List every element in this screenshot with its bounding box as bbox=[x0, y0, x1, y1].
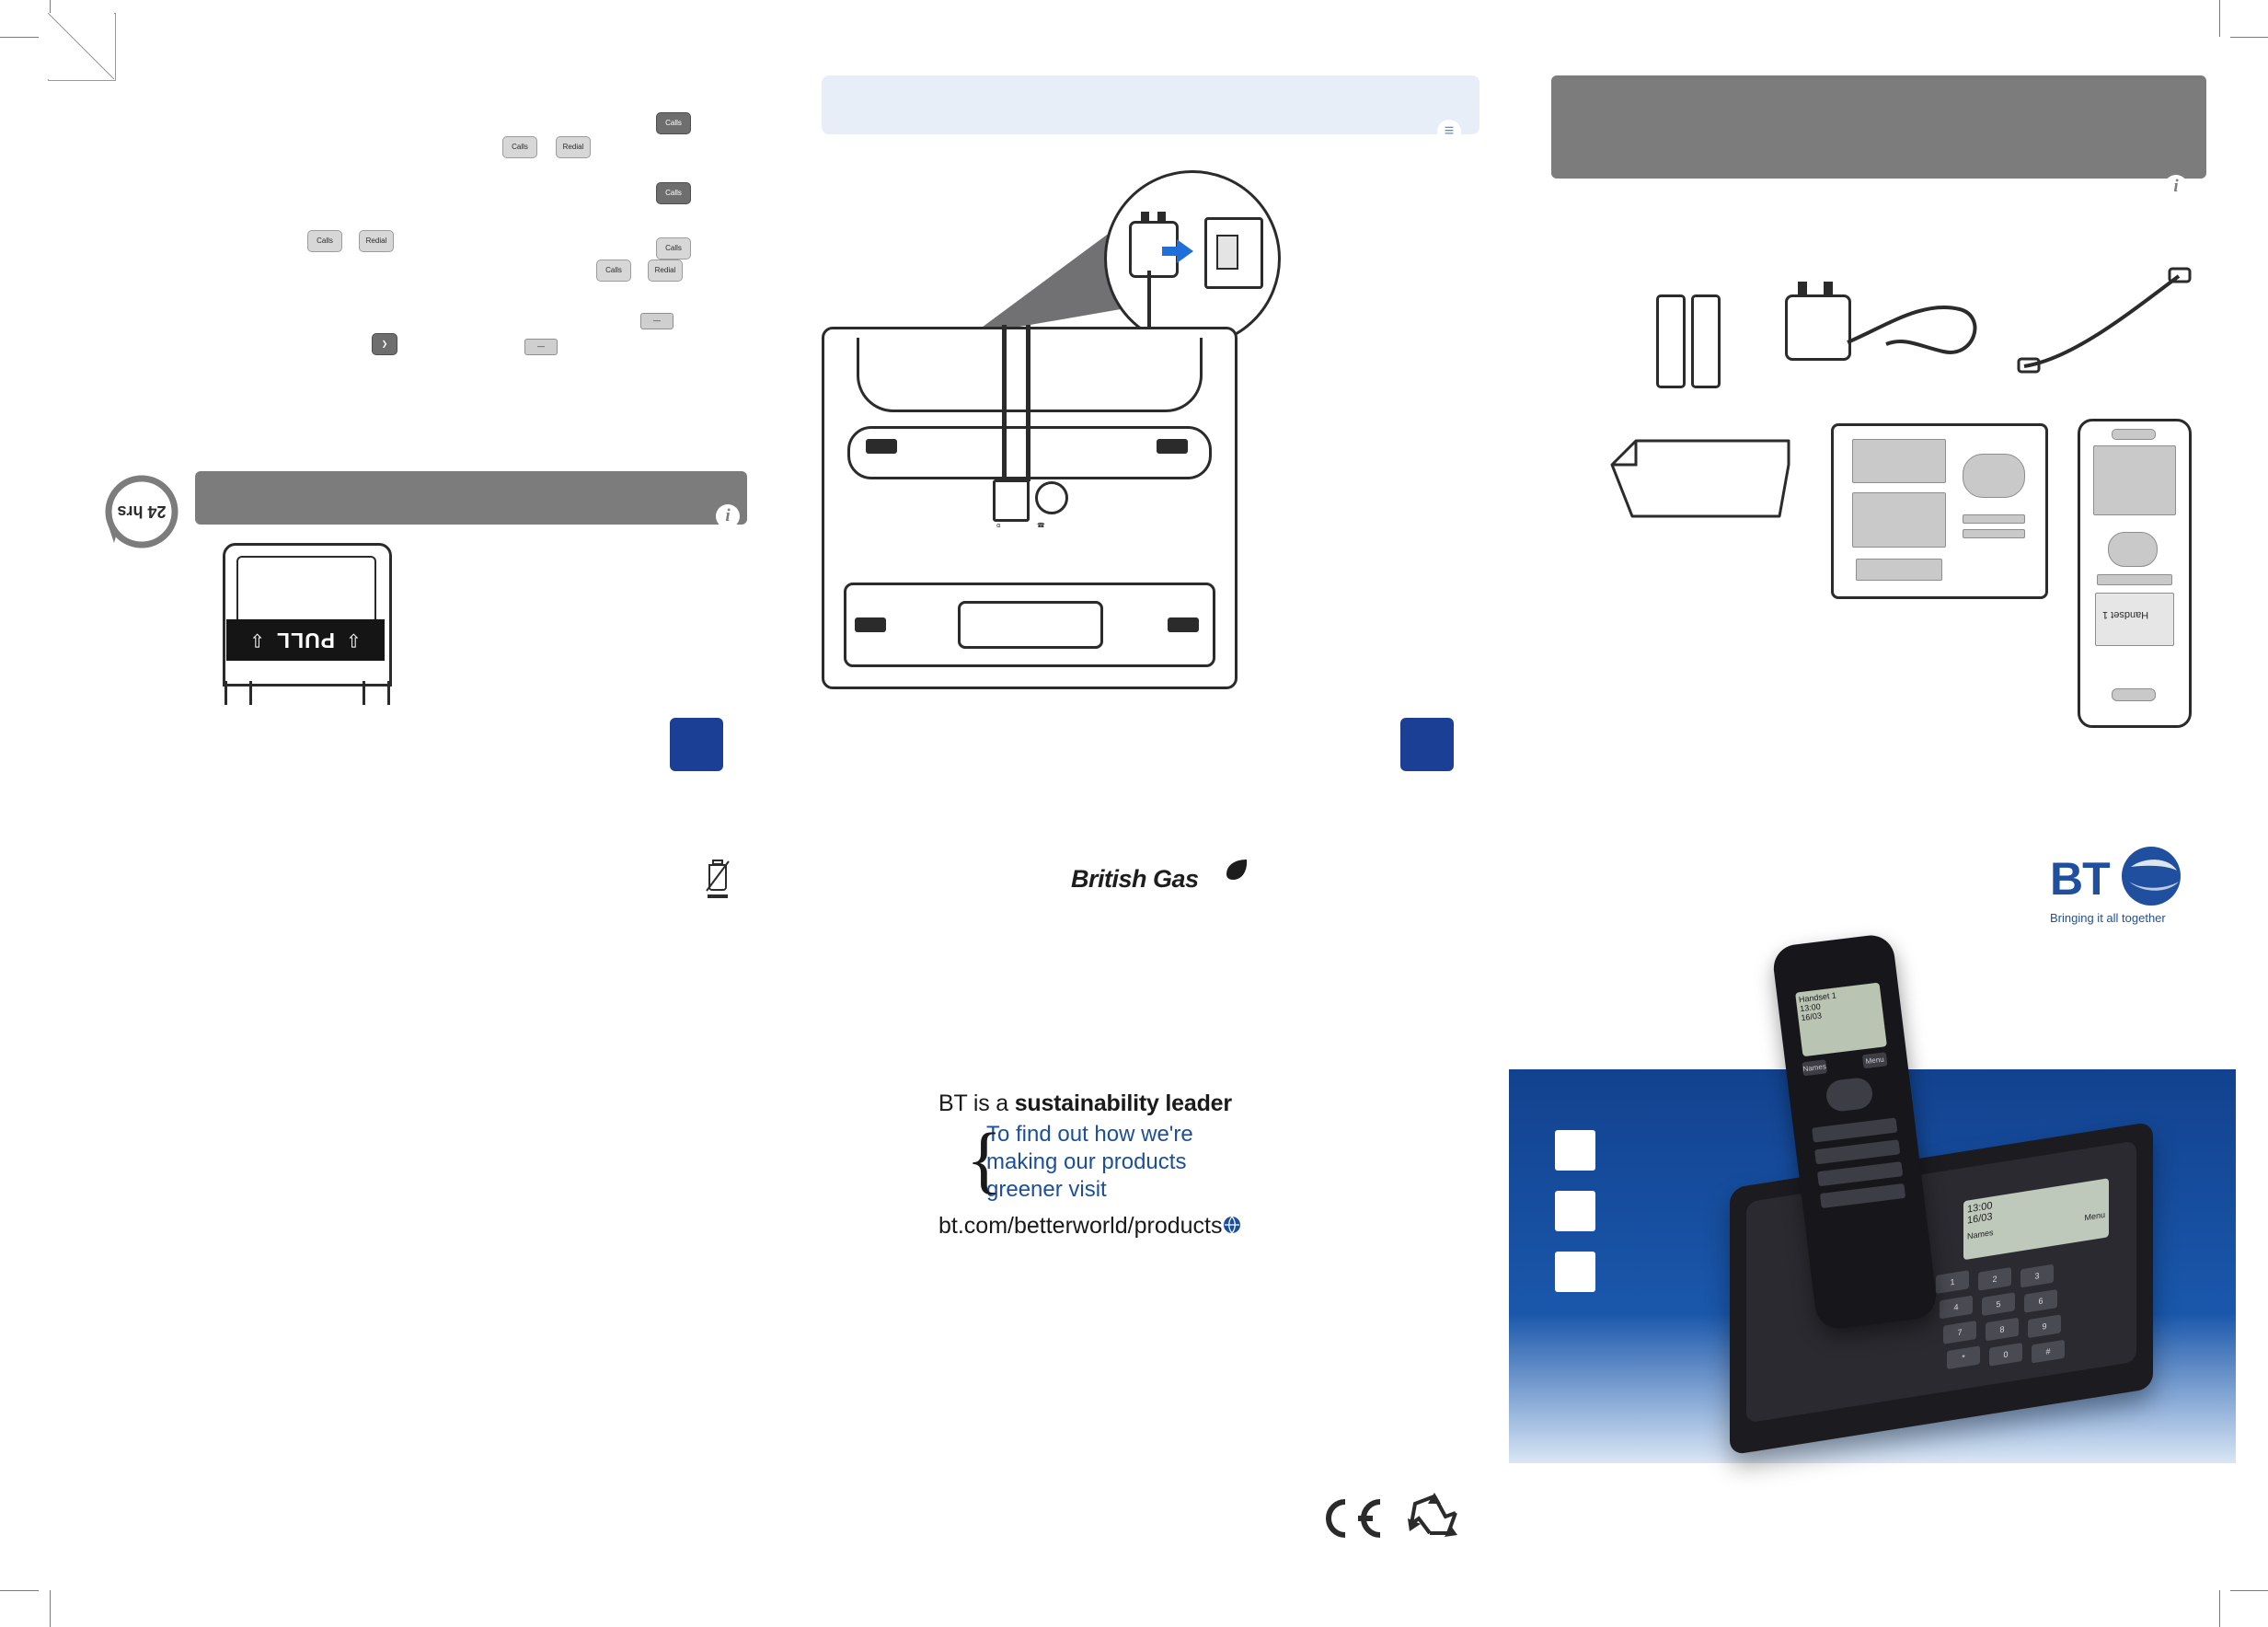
sustainability-url[interactable] bbox=[938, 1213, 1371, 1240]
pull-arrow-right-icon: ⇩ bbox=[249, 629, 265, 650]
magnifier-circle bbox=[1104, 170, 1281, 347]
keycap-redial-icon-1: Redial bbox=[556, 136, 591, 158]
base-key-block-keypad bbox=[1852, 492, 1946, 548]
handset-keypad-photo-1 bbox=[1812, 1117, 1897, 1142]
recycle-symbol-icon bbox=[1402, 1491, 1467, 1542]
base-keypad-key: # bbox=[2032, 1340, 2065, 1364]
keycap-calls-icon-4: Calls bbox=[307, 230, 342, 252]
power-adapter-pin-2 bbox=[1824, 282, 1833, 294]
crop-mark-bottom-left-h bbox=[0, 1590, 39, 1591]
handset-soft-key-row bbox=[2097, 574, 2172, 585]
middle-blue-banner bbox=[822, 75, 1479, 134]
base-rear-label bbox=[958, 601, 1103, 649]
base-keypad-key: 1 bbox=[1936, 1270, 1969, 1294]
power-adapter-pin-1 bbox=[1798, 282, 1807, 294]
crop-mark-bottom-left-v bbox=[50, 1590, 51, 1627]
keycap-calls-icon-5: Calls bbox=[656, 237, 691, 260]
product-photo-base-keypad bbox=[1936, 1246, 2120, 1386]
keycap-calls-icon-3: Calls bbox=[656, 182, 691, 204]
base-speaker-grille bbox=[1856, 559, 1942, 581]
handset-earpiece bbox=[2112, 429, 2156, 440]
product-photo-handset-screen bbox=[1795, 983, 1887, 1057]
bt-logo bbox=[2050, 845, 2234, 928]
batteries-illustration bbox=[1656, 294, 1730, 396]
right-grey-banner bbox=[1551, 75, 2206, 179]
handset-keypad-photo-2 bbox=[1814, 1139, 1900, 1164]
24hrs-clock-badge bbox=[99, 469, 184, 554]
keycap-dash-icon-1: — bbox=[640, 313, 673, 329]
british-gas-leaf-icon bbox=[1225, 858, 1249, 882]
plug-pin-bottom bbox=[1157, 212, 1166, 224]
base-keypad-key: 9 bbox=[2028, 1314, 2061, 1338]
left-banner-info-icon: i bbox=[716, 504, 740, 528]
ce-mark-icon bbox=[1318, 1498, 1384, 1539]
base-line-button-2 bbox=[1963, 529, 2025, 538]
middle-banner-info-icon: ≡ bbox=[1437, 120, 1461, 144]
base-screen-softkey-left: Names bbox=[1967, 1228, 1994, 1241]
sustainability-title-lead: BT is a bbox=[938, 1090, 1015, 1116]
base-keypad-key: 7 bbox=[1943, 1321, 1976, 1344]
magnifier-pointer bbox=[966, 219, 1122, 339]
base-foot-pad-left bbox=[855, 617, 886, 632]
british-gas-logo: British Gas bbox=[1071, 865, 1199, 893]
base-foot-pad-right bbox=[1168, 617, 1199, 632]
power-adapter-illustration bbox=[1785, 294, 1987, 396]
base-keypad-key: 4 bbox=[1940, 1296, 1973, 1320]
handset-bottom-button bbox=[2112, 688, 2156, 701]
weee-crossed-bin-icon bbox=[701, 856, 734, 900]
tick-box-3 bbox=[1555, 1252, 1595, 1292]
base-screen-line-1: 13:00 bbox=[1967, 1200, 1993, 1216]
battery-1 bbox=[1656, 294, 1686, 388]
crop-mark-top-right-h bbox=[2230, 37, 2268, 38]
base-screen-line-2: 16/03 bbox=[1967, 1211, 1993, 1227]
base-pad-right bbox=[1157, 439, 1188, 454]
base-keypad-key: 6 bbox=[2024, 1289, 2057, 1313]
base-keypad-key: 5 bbox=[1982, 1292, 2015, 1316]
feature-tick-boxes bbox=[1555, 1130, 1595, 1312]
pull-tab-label: PULL bbox=[275, 629, 336, 652]
sustainability-title-bold: sustainability leader bbox=[1014, 1090, 1232, 1116]
base-keypad-key: 8 bbox=[1986, 1318, 2019, 1342]
wall-socket-switch bbox=[1216, 235, 1238, 270]
right-banner-info-icon: i bbox=[2164, 175, 2188, 199]
keycap-redial-icon-3: Redial bbox=[648, 260, 683, 282]
sustainability-block bbox=[938, 1090, 1371, 1240]
handset-bottom-edge bbox=[224, 681, 390, 705]
page-corner-fold bbox=[48, 13, 116, 81]
crop-mark-top-right-v bbox=[2219, 0, 2220, 37]
sustainability-body bbox=[986, 1121, 1371, 1204]
tick-box-1 bbox=[1555, 1130, 1595, 1171]
handset-keypad-photo-4 bbox=[1820, 1183, 1905, 1208]
base-line-socket bbox=[1035, 481, 1068, 514]
handset-nav-pad bbox=[2108, 532, 2158, 567]
svg-text:24 hrs: 24 hrs bbox=[117, 502, 167, 521]
base-keypad-key: 0 bbox=[1989, 1343, 2022, 1367]
base-stand-illustration bbox=[1608, 428, 1792, 520]
product-photo-phone bbox=[1656, 939, 2227, 1472]
product-photo-base-unit bbox=[1730, 1122, 2153, 1456]
plug-cable bbox=[1147, 271, 1151, 328]
handset-softkey-left: Names bbox=[1802, 1059, 1827, 1076]
sustainability-line-2: making our products bbox=[986, 1149, 1187, 1174]
handset-top-view-illustration bbox=[2078, 419, 2192, 728]
sustainability-line-3: greener visit bbox=[986, 1177, 1107, 1202]
keycap-dash-icon-2: — bbox=[524, 339, 558, 355]
handset-nav-pad-photo bbox=[1825, 1077, 1874, 1114]
keycap-redial-icon-2: Redial bbox=[359, 230, 394, 252]
tick-box-2 bbox=[1555, 1191, 1595, 1231]
handset-keypad-photo-3 bbox=[1817, 1161, 1903, 1186]
left-grey-banner bbox=[195, 471, 747, 525]
keycap-calls-icon-6: Calls bbox=[596, 260, 631, 282]
keycap-calls-icon-1: Calls bbox=[656, 112, 691, 134]
base-pad-left bbox=[866, 439, 897, 454]
power-adapter-cable bbox=[1785, 294, 1987, 396]
battery-2 bbox=[1691, 294, 1721, 388]
base-cable-vertical-1 bbox=[1002, 325, 1007, 479]
sustainability-line-1: To find out how we're bbox=[986, 1122, 1193, 1147]
wall-socket-illustration bbox=[1204, 217, 1263, 289]
handset-screen-line-2: 13:00 bbox=[1799, 1001, 1822, 1014]
base-keypad-key: * bbox=[1947, 1345, 1980, 1369]
telephone-line-cord-illustration bbox=[2017, 267, 2192, 387]
step-number-box-middle bbox=[1400, 718, 1454, 771]
handset-screen-line-1: Handset 1 bbox=[1798, 990, 1837, 1005]
sustainability-url-text: bt.com/betterworld/products bbox=[938, 1213, 1223, 1239]
product-photo-base-screen bbox=[1963, 1178, 2109, 1260]
globe-icon bbox=[1222, 1215, 1242, 1235]
base-keypad-key: 2 bbox=[1978, 1267, 2011, 1291]
bt-logo-sphere-icon bbox=[2118, 845, 2192, 911]
crop-mark-bottom-right-v bbox=[2219, 1590, 2220, 1627]
handset-softkey-right: Menu bbox=[1862, 1052, 1888, 1068]
handset-keypad-block bbox=[2093, 445, 2176, 515]
handset-pull-tab-illustration bbox=[204, 543, 405, 718]
handset-screen-label: Handset 1 bbox=[2102, 609, 2149, 620]
bt-logo-text: BT bbox=[2050, 853, 2110, 905]
base-cable-vertical-2 bbox=[1026, 325, 1030, 481]
plug-insert-arrow-icon bbox=[1177, 239, 1193, 263]
base-screen-softkey-right: Menu bbox=[2084, 1209, 2105, 1223]
battery-pull-tab bbox=[226, 619, 385, 661]
base-line-button-1 bbox=[1963, 514, 2025, 524]
base-power-socket bbox=[993, 479, 1030, 522]
plug-pin-top bbox=[1141, 212, 1149, 224]
base-key-block-upper bbox=[1852, 439, 1946, 483]
bt-logo-tagline: Bringing it all together bbox=[2050, 911, 2166, 925]
handset-screen-line-3: 16/03 bbox=[1800, 1010, 1823, 1023]
pull-arrow-left-icon: ⇩ bbox=[346, 629, 362, 650]
base-station-rear-illustration bbox=[822, 327, 1236, 687]
keycap-chevron-icon: ❯ bbox=[372, 333, 397, 355]
keycap-calls-icon-2: Calls bbox=[502, 136, 537, 158]
crop-mark-top-left-h bbox=[0, 37, 39, 38]
sustainability-brace-decoration: { bbox=[966, 1117, 1003, 1201]
step-number-box-left bbox=[670, 718, 723, 771]
base-navigation-pad bbox=[1963, 454, 2025, 498]
base-socket-icon-label-1: ⍺ bbox=[996, 523, 1001, 529]
crop-mark-bottom-right-h bbox=[2230, 1590, 2268, 1591]
base-keypad-key: 3 bbox=[2020, 1264, 2054, 1288]
sustainability-title bbox=[938, 1090, 1371, 1117]
base-unit-top-view-illustration bbox=[1831, 423, 2048, 599]
base-socket-icon-label-2: ☎ bbox=[1037, 523, 1045, 529]
